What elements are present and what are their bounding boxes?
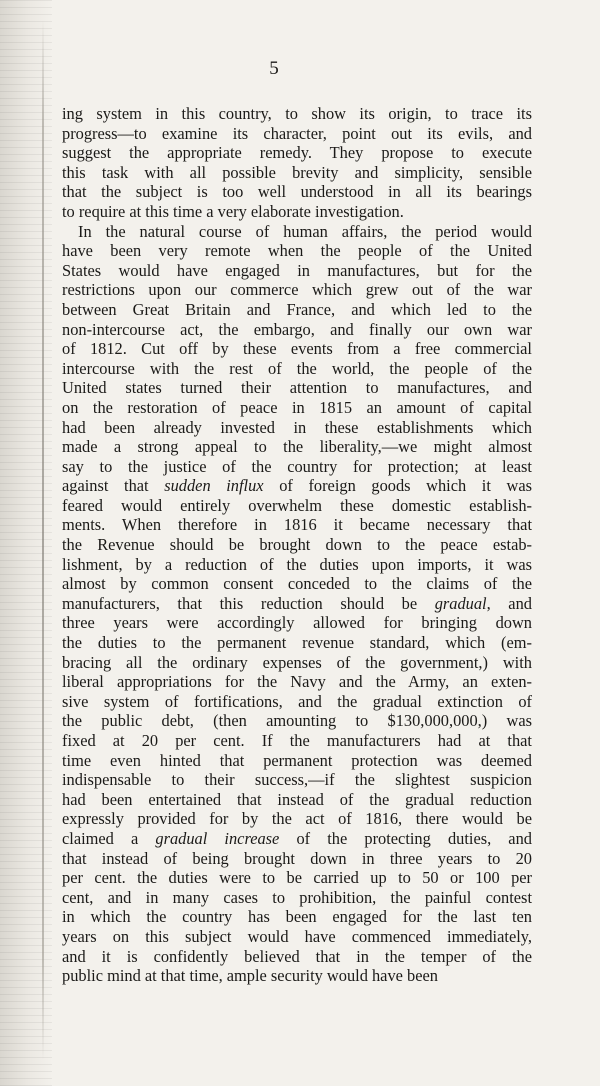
text-line: of 1812. Cut off by these events from a free commercial [62,339,532,359]
text-line: cent, and in many cases to prohibition, the painful contest [62,887,532,907]
text-line: have been very remote when the people of the United [62,241,532,261]
text-line: ing system in this country, to show its origin, to trace its [62,104,532,123]
text-line: the Revenue should be brought down to the peace estab- [62,535,532,555]
text-line: had been entertained that instead of the gradual reduction [62,789,532,809]
text-line: bracing all the ordinary expenses of the government,) with [62,652,532,672]
text-line: manufacturers, that this reduction should be gradual, and [62,593,532,613]
scanned-binding-gutter [0,0,52,1086]
body-text [62,104,532,986]
text-line: time even hinted that permanent protection was deemed [62,750,532,770]
text-line: intercourse with the rest of the world, the people of the [62,358,532,378]
text-line: ments. When therefore in 1816 it became necessary that [62,515,532,535]
text-line: to require at this time a very elaborate investigation. [62,201,404,221]
text-line: years on this subject would have commenced immediately, [62,926,532,946]
binding-shadow [42,20,44,1060]
text-line: this task with all possible brevity and simplicity, sensible [62,162,532,182]
text-line: on the restoration of peace in 1815 an amount of capital [62,397,532,417]
paragraph [62,104,532,222]
text-line: say to the justice of the country for protection; at least [62,456,532,476]
text-line: the public debt, (then amounting to $130,000,000,) was [62,711,532,731]
text-line: indispensable to their success,—if the slightest suspicion [62,770,532,790]
text-line: had been already invested in these establishments which [62,417,532,437]
text-line: almost by common consent conceded to the claims of the [62,574,532,594]
page-number: 5 [269,58,279,79]
text-line: against that sudden influx of foreign goods which it was [62,476,532,496]
text-line: between Great Britain and France, and which led to the [62,299,532,319]
text-line: that the subject is too well understood in all its bearings [62,182,532,202]
text-line: in which the country has been engaged for the last ten [62,907,532,927]
text-line: feared would entirely overwhelm these domestic establish- [62,495,532,515]
text-line: liberal appropriations for the Navy and the Army, an exten- [62,672,532,692]
text-line: progress—to examine its character, point out its evils, and [62,123,532,143]
text-line: public mind at that time, ample security would have been [62,966,438,986]
text-line: the duties to the permanent revenue standard, which (em- [62,633,532,653]
text-line: suggest the appropriate remedy. They propose to execute [62,143,532,163]
text-line: claimed a gradual increase of the protecting duties, and [62,828,532,848]
text-line: and it is confidently believed that in the temper of the [62,946,532,966]
text-line: States would have engaged in manufactures, but for the [62,260,532,280]
text-line: non-intercourse act, the embargo, and finally our own war [62,319,532,339]
text-line: that instead of being brought down in three years to 20 [62,848,532,868]
text-line: per cent. the duties were to be carried up to 50 or 100 per [62,868,532,888]
text-line: made a strong appeal to the liberality,—we might almost [62,437,532,457]
text-line: United states turned their attention to manufactures, and [62,378,532,398]
text-line: sive system of fortifications, and the gradual extinction of [62,691,532,711]
text-line: three years were accordingly allowed for bringing down [62,613,532,633]
text-line: fixed at 20 per cent. If the manufacturers had at that [62,731,532,750]
text-line: restrictions upon our commerce which grew out of the war [62,280,532,300]
paragraph [62,222,532,986]
text-line: lishment, by a reduction of the duties upon imports, it was [62,554,532,574]
text-line: expressly provided for by the act of 1816, there would be [62,809,532,829]
text-line: In the natural course of human affairs, the period would [78,221,532,241]
